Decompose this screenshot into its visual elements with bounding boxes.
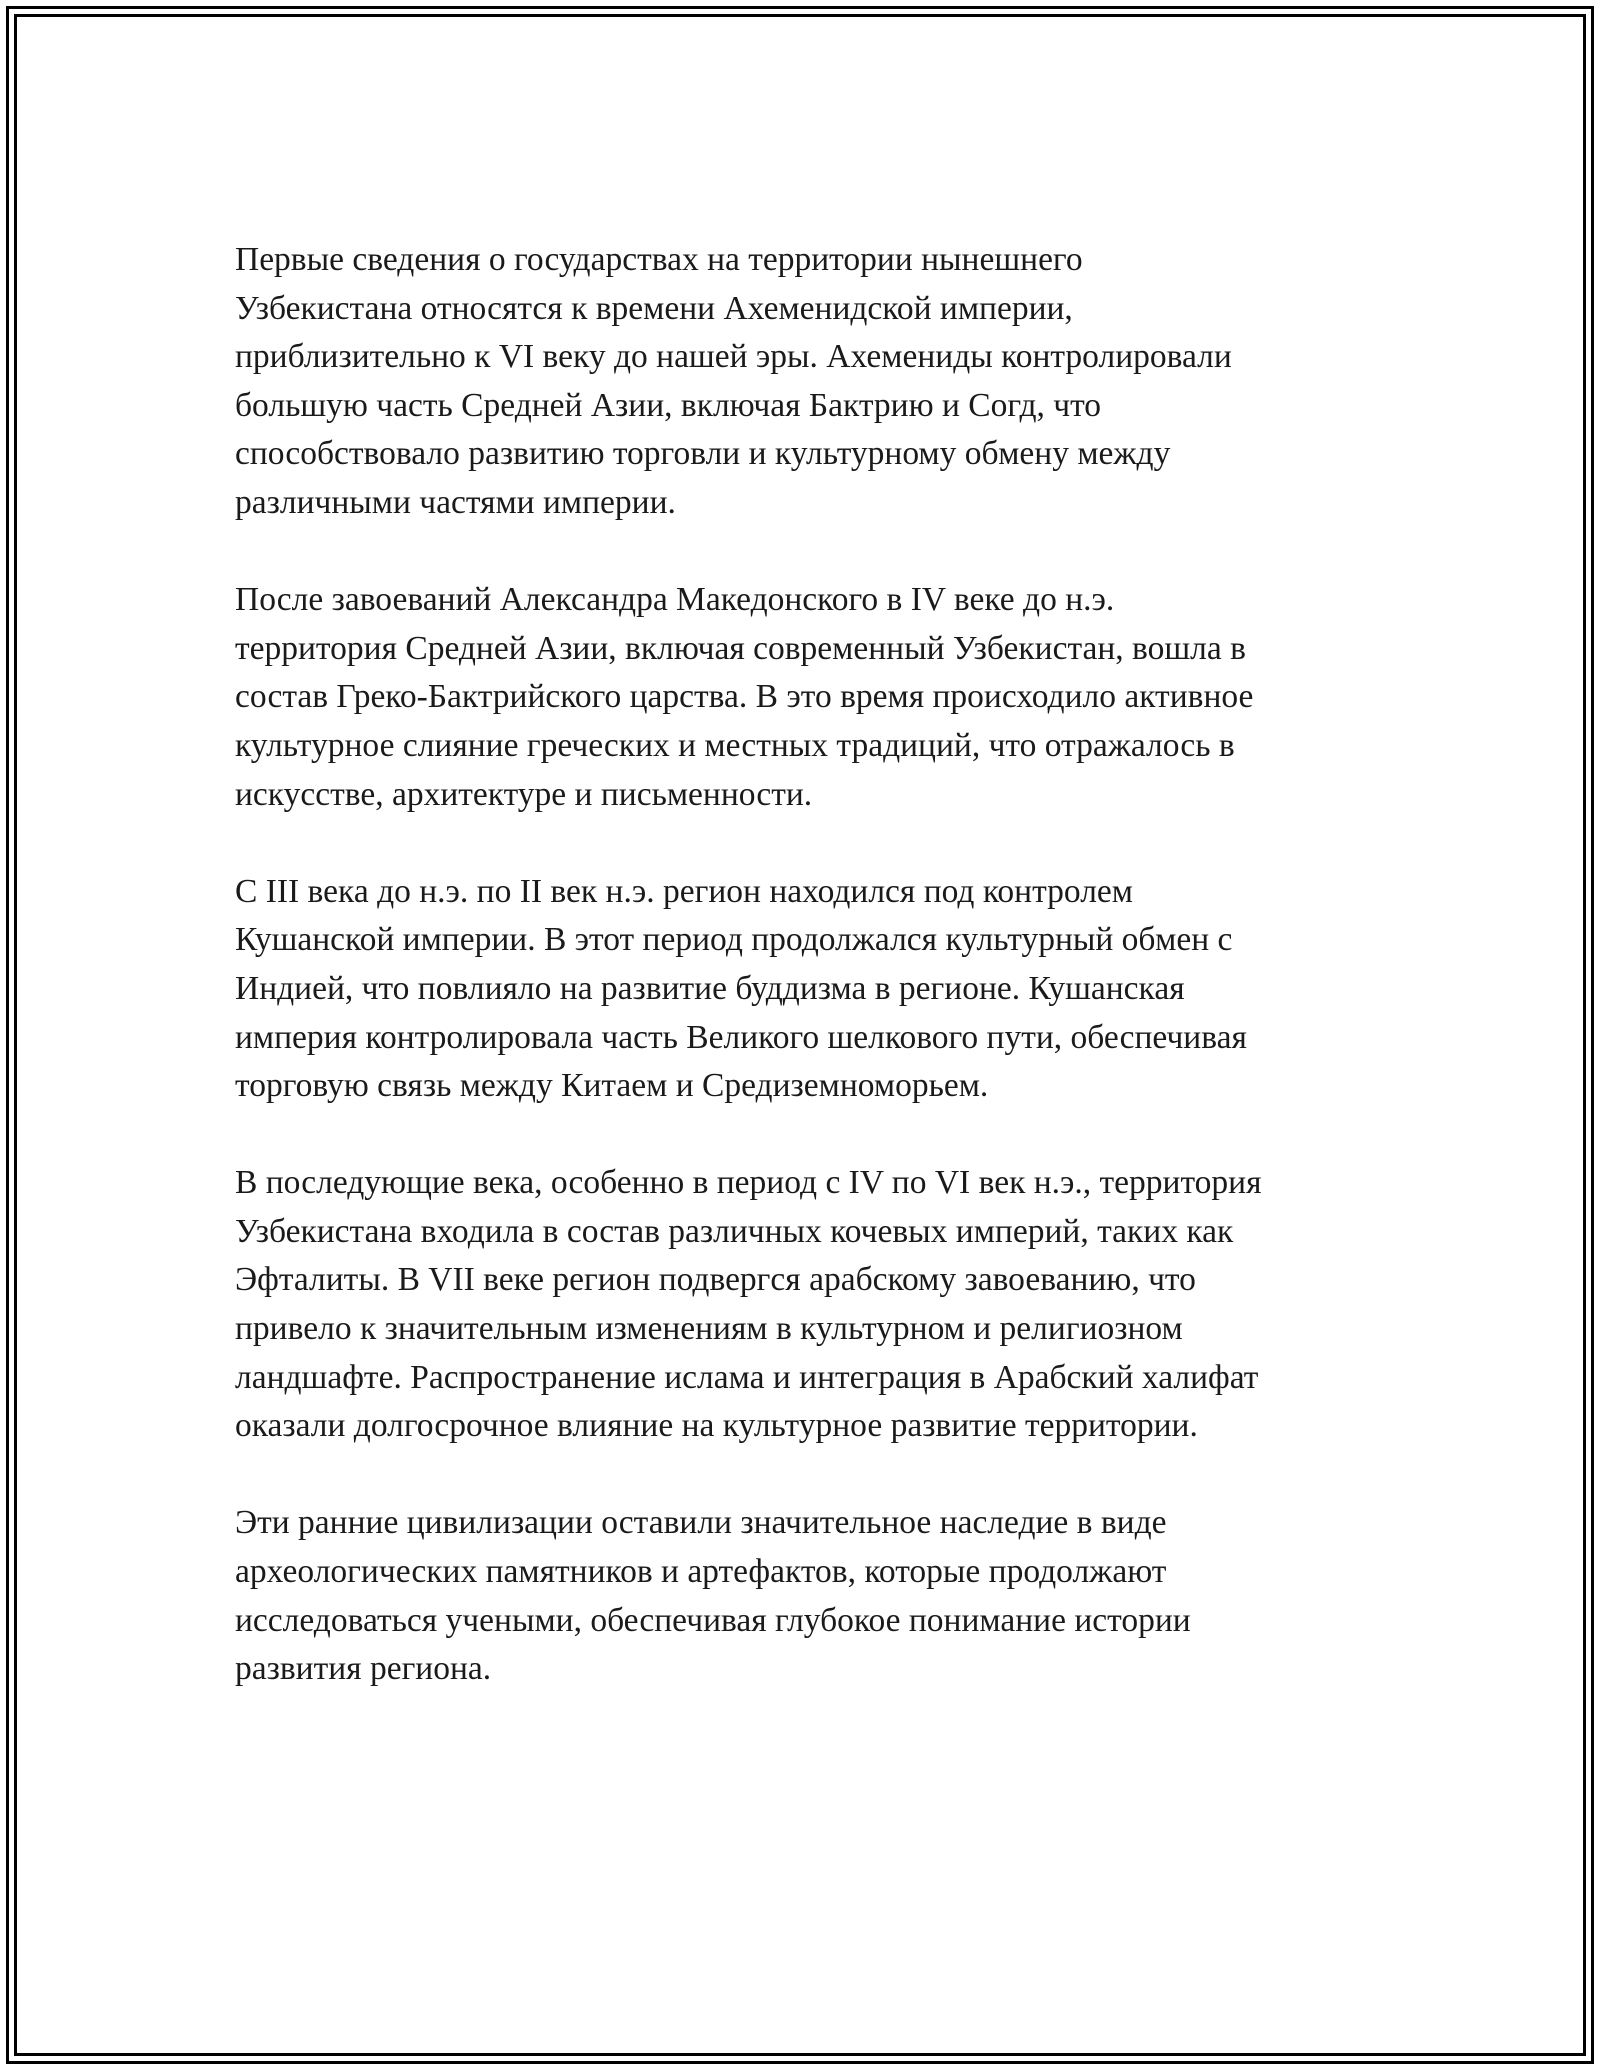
paragraph-kushan bbox=[235, 868, 1395, 1111]
text-line: привело к значительным изменениям в культурном и религиозном bbox=[235, 1310, 1183, 1348]
text-line: Индией, что повлияло на развитие буддизма в регионе. Кушанская bbox=[235, 969, 1185, 1007]
text-line: различными частями империи. bbox=[235, 483, 676, 521]
text-line: ландшафте. Распространение ислама и интеграция в Арабский халифат bbox=[235, 1358, 1259, 1396]
paragraph-greco-bactrian bbox=[235, 576, 1395, 819]
text-line: Узбекистана входила в состав различных кочевых империй, таких как bbox=[235, 1212, 1234, 1250]
text-line: Первые сведения о государствах на территории нынешнего bbox=[235, 241, 1083, 278]
text-line: Эфталиты. В VII веке регион подвергся арабскому завоеванию, что bbox=[235, 1261, 1196, 1299]
text-line: Кушанской империи. В этот период продолжался культурный обмен с bbox=[235, 921, 1233, 959]
text-line: приблизительно к VI веку до нашей эры. Ахемениды контролировали bbox=[235, 338, 1232, 376]
text-line: исследоваться учеными, обеспечивая глубокое понимание истории bbox=[235, 1601, 1191, 1639]
text-line: торговую связь между Китаем и Средиземноморьем. bbox=[235, 1067, 989, 1105]
document-body bbox=[235, 236, 1395, 1742]
paragraph-nomadic-arab bbox=[235, 1159, 1395, 1451]
text-line: археологических памятников и артефактов, которые продолжают bbox=[235, 1553, 1167, 1591]
text-line: Эти ранние цивилизации оставили значительное наследие в виде bbox=[235, 1504, 1167, 1542]
text-line: способствовало развитию торговли и культурному обмену между bbox=[235, 435, 1171, 473]
text-line: С III века до н.э. по II век н.э. регион находился под контролем bbox=[235, 872, 1133, 910]
text-line: Узбекистана относятся к времени Ахеменидской империи, bbox=[235, 289, 1073, 327]
text-line: состав Греко-Бактрийского царства. В это время происходило активное bbox=[235, 678, 1254, 716]
paragraph-legacy bbox=[235, 1499, 1395, 1693]
text-line: империя контролировала часть Великого шелкового пути, обеспечивая bbox=[235, 1018, 1247, 1056]
text-line: развития региона. bbox=[235, 1650, 492, 1688]
paragraph-achaemenid bbox=[235, 236, 1395, 528]
text-line: оказали долгосрочное влияние на культурное развитие территории. bbox=[235, 1407, 1198, 1445]
text-line: культурное слияние греческих и местных традиций, что отражалось в bbox=[235, 726, 1235, 764]
text-line: После завоеваний Александра Македонского в IV веке до н.э. bbox=[235, 581, 1115, 619]
text-line: В последующие века, особенно в период с IV по VI век н.э., территория bbox=[235, 1164, 1262, 1202]
text-line: искусстве, архитектуре и письменности. bbox=[235, 775, 813, 813]
text-line: большую часть Средней Азии, включая Бактрию и Согд, что bbox=[235, 386, 1102, 424]
text-line: территория Средней Азии, включая современный Узбекистан, вошла в bbox=[235, 629, 1246, 667]
